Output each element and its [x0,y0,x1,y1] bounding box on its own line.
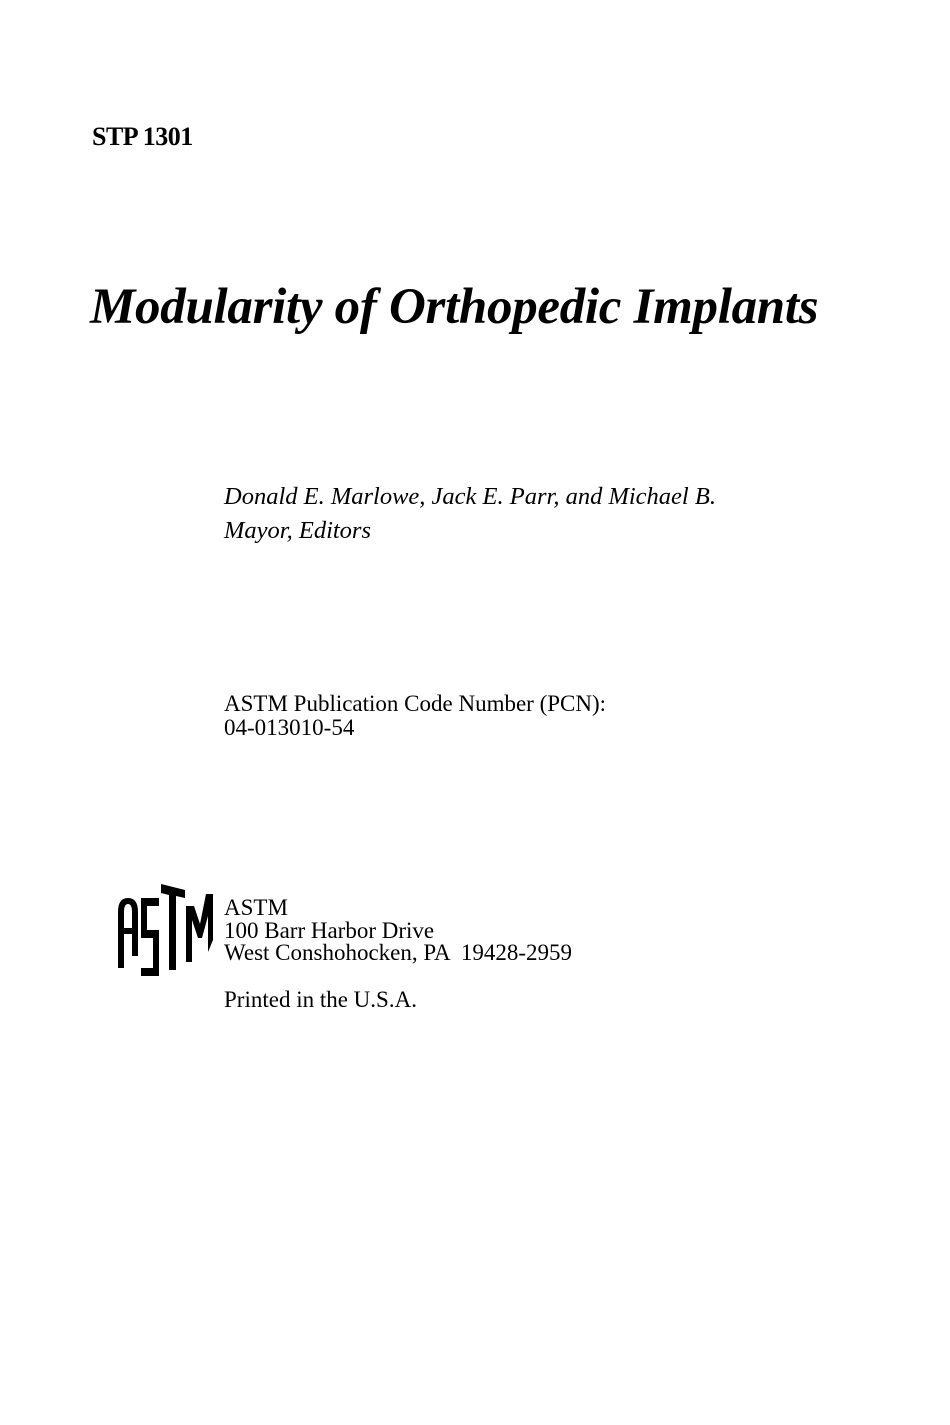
series-number: STP 1301 [92,122,193,151]
publication-code-label: ASTM Publication Code Number (PCN): [224,691,607,716]
book-title: Modularity of Orthopedic Implants [90,279,819,335]
publisher-city: West Conshohocken, PA 19428-2959 [224,940,573,965]
publisher-street: 100 Barr Harbor Drive [224,917,435,943]
publisher-name: ASTM [224,895,288,920]
editors-line-1: Donald E. Marlowe, Jack E. Parr, and Michael B. [224,483,716,510]
publication-code-block [224,692,606,740]
publication-code-value: 04-013010-54 [224,715,355,740]
editors-line-2: Mayor, Editors [224,517,371,544]
astm-logo-icon [114,876,214,976]
editors-block [224,480,844,548]
printed-notice: Printed in the U.S.A. [224,987,417,1012]
astm-logo-graphic [114,876,214,976]
publisher-address [224,897,572,965]
